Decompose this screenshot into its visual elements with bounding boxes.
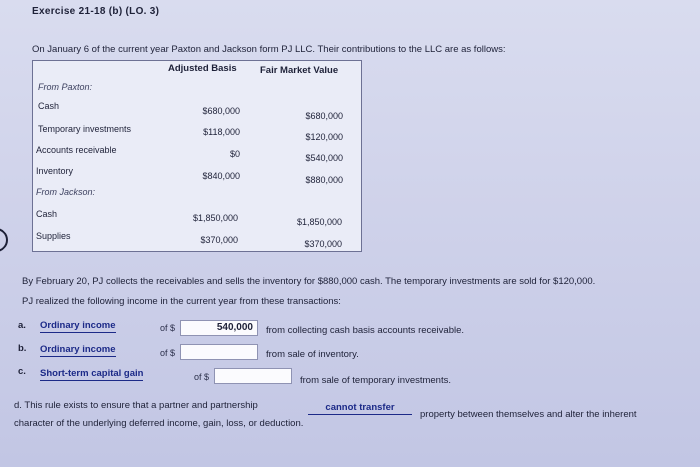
- item-c-input[interactable]: [214, 368, 292, 384]
- item-c-of: of $: [194, 372, 210, 382]
- body-line-2: PJ realized the following income in the current year from these transactions:: [22, 296, 341, 307]
- row-label-supplies: Supplies: [36, 231, 71, 241]
- header-adjusted-basis: Adjusted Basis: [168, 63, 237, 74]
- cell-adjusted-supplies: $370,000: [200, 235, 238, 245]
- item-c-letter: c.: [18, 366, 26, 377]
- cell-fmv-inventory: $880,000: [305, 175, 343, 185]
- item-c-description: from sale of temporary investments.: [300, 375, 451, 386]
- intro-text: On January 6 of the current year Paxton and Jackson form PJ LLC. Their contributions to the LLC are as follows:: [32, 44, 506, 55]
- part-d-suffix: property between themselves and alter the inherent: [420, 409, 637, 420]
- cell-adjusted-accounts-receivable: $0: [229, 149, 240, 159]
- item-b-of: of $: [160, 348, 176, 358]
- row-label-cash-paxton: Cash: [38, 101, 60, 111]
- cell-adjusted-temp-investments: $118,000: [203, 127, 240, 137]
- row-label-from-jackson: From Jackson:: [36, 187, 96, 197]
- header-fair-market-value: Fair Market Value: [260, 65, 339, 76]
- cell-adjusted-cash-jackson: $1,850,000: [192, 213, 238, 223]
- item-b-input[interactable]: [180, 344, 258, 360]
- item-a-of: of $: [160, 323, 176, 333]
- cell-fmv-cash-paxton: $680,000: [305, 111, 343, 121]
- row-label-cash-jackson: Cash: [36, 209, 58, 219]
- cell-fmv-supplies: $370,000: [304, 239, 342, 249]
- row-label-temp-investments: Temporary investments: [38, 124, 132, 134]
- row-label-inventory: Inventory: [36, 166, 74, 176]
- body-line-1: By February 20, PJ collects the receivables and sells the inventory for $880,000 cash. The temporary investments are sold for $120,000.: [22, 276, 596, 287]
- part-d-answer-dropdown[interactable]: cannot transfer: [308, 402, 412, 415]
- cell-adjusted-cash-paxton: $680,000: [202, 106, 240, 116]
- cell-fmv-temp-investments: $120,000: [305, 132, 343, 142]
- part-d-prefix: d. This rule exists to ensure that a partner and partnership: [14, 400, 258, 411]
- cell-fmv-cash-jackson: $1,850,000: [296, 217, 342, 227]
- row-label-accounts-receivable: Accounts receivable: [36, 145, 117, 155]
- item-a-input[interactable]: 540,000: [180, 320, 258, 336]
- row-label-from-paxton: From Paxton:: [38, 82, 93, 92]
- item-a-description: from collecting cash basis accounts receivable.: [266, 325, 465, 336]
- item-b-label: Ordinary income: [40, 344, 116, 355]
- cell-adjusted-inventory: $840,000: [202, 171, 240, 181]
- left-edge-arc-icon: [0, 223, 13, 257]
- item-a-letter: a.: [18, 320, 26, 331]
- item-c-label: Short-term capital gain: [40, 368, 144, 379]
- exercise-title: Exercise 21-18 (b) (LO. 3): [32, 6, 160, 17]
- item-b-letter: b.: [18, 343, 27, 354]
- cell-fmv-accounts-receivable: $540,000: [305, 153, 343, 163]
- item-b-description: from sale of inventory.: [266, 349, 359, 360]
- item-a-label: Ordinary income: [40, 320, 116, 331]
- part-d-line-2: character of the underlying deferred income, gain, loss, or deduction.: [14, 418, 304, 429]
